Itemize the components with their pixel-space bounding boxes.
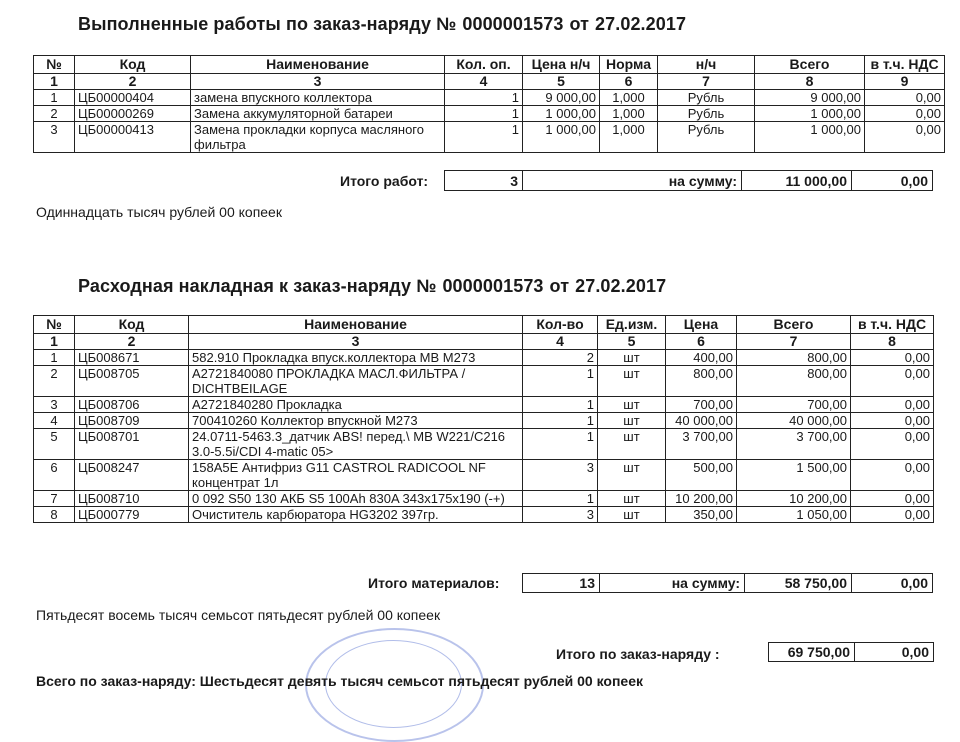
item-price: 40 000,00 [666,413,737,429]
row-number: 1 [34,90,75,106]
materials-sum-label: на сумму: [599,573,745,593]
item-price: 500,00 [666,460,737,491]
materials-colnum-row [34,334,934,350]
item-qty: 1 [523,366,598,397]
item-norm: 1,000 [600,90,658,106]
col-header: Кол-во [523,316,598,334]
row-number: 1 [34,350,75,366]
item-vat: 0,00 [851,413,934,429]
materials-table [33,315,934,523]
item-name: Очиститель карбюратора HG3202 397гр. [189,507,523,523]
table-row [34,122,945,153]
works-total-label: Итого работ: [340,173,429,189]
item-unit: шт [598,350,666,366]
works-header-row [34,56,945,74]
item-norm: 1,000 [600,122,658,153]
item-vat: 0,00 [851,507,934,523]
col-header: в т.ч. НДС [851,316,934,334]
item-qty: 2 [523,350,598,366]
row-number: 3 [34,122,75,153]
row-number: 6 [34,460,75,491]
item-vat: 0,00 [865,122,945,153]
col-number: 6 [600,74,658,90]
col-number: 2 [75,74,191,90]
col-number: 3 [189,334,523,350]
col-header: Наименование [191,56,445,74]
item-qty: 1 [445,106,523,122]
col-number: 9 [865,74,945,90]
works-sum-vat: 0,00 [851,170,933,191]
item-code: ЦБ008706 [75,397,189,413]
item-qty: 1 [445,122,523,153]
item-total: 1 000,00 [755,122,865,153]
item-total: 1 500,00 [737,460,851,491]
works-title: Выполненные работы по заказ-наряду № 0000001573 от 27.02.2017 [78,14,687,34]
row-number: 2 [34,106,75,122]
item-unit: шт [598,397,666,413]
row-number: 8 [34,507,75,523]
col-number: 6 [666,334,737,350]
col-number: 5 [598,334,666,350]
item-total: 800,00 [737,350,851,366]
works-total-count: 3 [444,170,523,191]
item-qty: 1 [445,90,523,106]
materials-total-count: 13 [522,573,600,593]
materials-header-row [34,316,934,334]
grand-total: 69 750,00 [768,642,855,662]
item-unit: Рубль [658,106,755,122]
item-price: 400,00 [666,350,737,366]
table-row [34,90,945,106]
item-unit: шт [598,413,666,429]
works-colnum-row [34,74,945,90]
col-header: Кол. оп. [445,56,523,74]
item-total: 1 000,00 [755,106,865,122]
table-row [34,507,934,523]
item-vat: 0,00 [851,397,934,413]
materials-total-label: Итого материалов: [368,575,500,591]
item-name: Замена прокладки корпуса масляного фильтра [191,122,445,153]
item-price: 10 200,00 [666,491,737,507]
col-header: № [34,56,75,74]
item-unit: шт [598,507,666,523]
item-price: 3 700,00 [666,429,737,460]
item-code: ЦБ008701 [75,429,189,460]
table-row [34,429,934,460]
grand-in-words: Всего по заказ-наряду: Шестьдесят девять тысяч семьсот пятьдесят рублей 00 копеек [36,673,643,689]
works-sum-total: 11 000,00 [741,170,852,191]
col-header: Код [75,316,189,334]
item-name: 24.0711-5463.3_датчик ABS! перед.\ MB W221/C216 3.0-5.5i/CDI 4-matic 05> [189,429,523,460]
col-number: 5 [523,74,600,90]
grand-total-label: Итого по заказ-наряду : [556,646,720,662]
col-header: Ед.изм. [598,316,666,334]
item-total: 1 050,00 [737,507,851,523]
item-code: ЦБ008705 [75,366,189,397]
works-in-words: Одиннадцать тысяч рублей 00 копеек [36,204,282,220]
item-unit: шт [598,460,666,491]
col-number: 4 [445,74,523,90]
table-row [34,106,945,122]
col-header: Всего [737,316,851,334]
item-name: A2721840280 Прокладка [189,397,523,413]
item-code: ЦБ000779 [75,507,189,523]
item-total: 40 000,00 [737,413,851,429]
item-total: 10 200,00 [737,491,851,507]
col-header: Норма [600,56,658,74]
row-number: 4 [34,413,75,429]
item-price: 9 000,00 [523,90,600,106]
materials-sum-total: 58 750,00 [744,573,852,593]
col-number: 8 [755,74,865,90]
item-code: ЦБ00000413 [75,122,191,153]
item-unit: шт [598,491,666,507]
col-number: 4 [523,334,598,350]
col-number: 1 [34,334,75,350]
item-code: ЦБ008710 [75,491,189,507]
grand-vat: 0,00 [854,642,934,662]
row-number: 7 [34,491,75,507]
item-code: ЦБ00000269 [75,106,191,122]
col-header: Всего [755,56,865,74]
table-row [34,350,934,366]
col-number: 7 [737,334,851,350]
item-name: 158A5E Антифриз G11 CASTROL RADICOOL NF концентрат 1л [189,460,523,491]
item-unit: шт [598,429,666,460]
col-header: н/ч [658,56,755,74]
col-number: 8 [851,334,934,350]
item-name: A2721840080 ПРОКЛАДКА МАСЛ.ФИЛЬТРА / DICHTBEILAGE [189,366,523,397]
materials-title: Расходная накладная к заказ-наряду № 0000001573 от 27.02.2017 [78,276,667,296]
item-unit: Рубль [658,90,755,106]
col-header: № [34,316,75,334]
item-qty: 3 [523,507,598,523]
col-number: 7 [658,74,755,90]
table-row [34,397,934,413]
table-row [34,366,934,397]
table-row [34,413,934,429]
col-header: Код [75,56,191,74]
col-number: 3 [191,74,445,90]
materials-sum-vat: 0,00 [851,573,933,593]
item-vat: 0,00 [851,460,934,491]
col-number: 1 [34,74,75,90]
item-code: ЦБ008709 [75,413,189,429]
works-sum-label: на сумму: [522,170,742,191]
works-table [33,55,945,153]
item-price: 350,00 [666,507,737,523]
item-qty: 1 [523,491,598,507]
item-norm: 1,000 [600,106,658,122]
item-name: Замена аккумуляторной батареи [191,106,445,122]
table-row [34,491,934,507]
item-total: 3 700,00 [737,429,851,460]
item-vat: 0,00 [851,429,934,460]
item-code: ЦБ008671 [75,350,189,366]
item-total: 700,00 [737,397,851,413]
row-number: 5 [34,429,75,460]
item-unit: шт [598,366,666,397]
item-name: замена впускного коллектора [191,90,445,106]
item-qty: 1 [523,397,598,413]
item-price: 1 000,00 [523,106,600,122]
item-code: ЦБ008247 [75,460,189,491]
item-qty: 1 [523,413,598,429]
col-header: Наименование [189,316,523,334]
item-qty: 3 [523,460,598,491]
item-name: 0 092 S50 130 АКБ S5 100Ah 830A 343x175x190 (-+) [189,491,523,507]
col-header: Цена [666,316,737,334]
item-total: 800,00 [737,366,851,397]
item-price: 1 000,00 [523,122,600,153]
col-header: в т.ч. НДС [865,56,945,74]
item-vat: 0,00 [851,491,934,507]
item-name: 582.910 Прокладка впуск.коллектора MB M273 [189,350,523,366]
row-number: 3 [34,397,75,413]
table-row [34,460,934,491]
item-price: 800,00 [666,366,737,397]
item-price: 700,00 [666,397,737,413]
col-header: Цена н/ч [523,56,600,74]
item-vat: 0,00 [865,90,945,106]
item-vat: 0,00 [865,106,945,122]
item-qty: 1 [523,429,598,460]
row-number: 2 [34,366,75,397]
materials-in-words: Пятьдесят восемь тысяч семьсот пятьдесят рублей 00 копеек [36,607,441,623]
col-number: 2 [75,334,189,350]
item-vat: 0,00 [851,366,934,397]
item-code: ЦБ00000404 [75,90,191,106]
item-unit: Рубль [658,122,755,153]
item-vat: 0,00 [851,350,934,366]
item-total: 9 000,00 [755,90,865,106]
item-name: 700410260 Коллектор впускной M273 [189,413,523,429]
